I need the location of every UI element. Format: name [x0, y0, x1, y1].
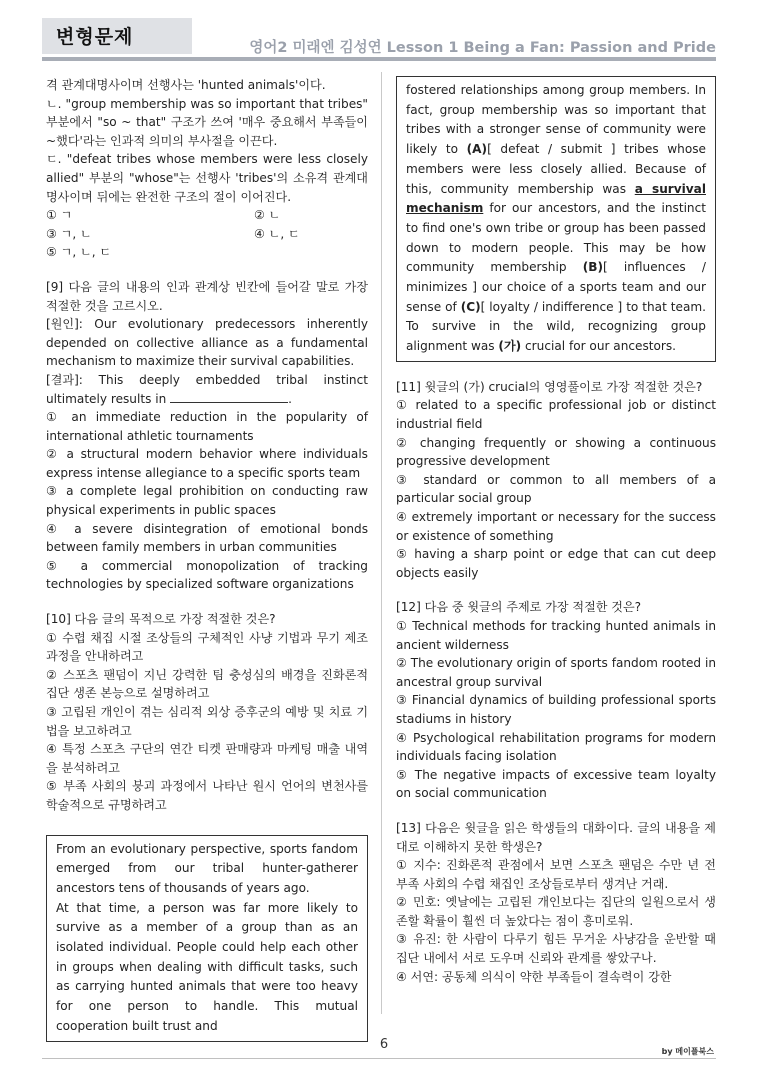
- q8-explanation-1: 격 관계대명사이며 선행사는 'hunted animals'이다.: [46, 78, 326, 92]
- passage-box-continued: [396, 76, 716, 362]
- q11-option-3[interactable]: ③ standard or common to all members of a particular social group: [396, 472, 716, 506]
- q10-option-2[interactable]: ② 스포츠 팬덤이 지닌 강력한 팀 충성심의 배경을 진화론적 집단 생존 본능으로 설명하려고: [46, 667, 368, 701]
- q12-stem: [12] 다음 중 윗글의 주제로 가장 적절한 것은?: [396, 600, 642, 615]
- footer-rule: [42, 1058, 716, 1059]
- marker-a: (A): [466, 142, 488, 157]
- passage-paragraph-1: From an evolutionary perspective, sports fandom emerged from our tribal hunter-gatherer ancestors tens of thousands of years ago.: [56, 841, 358, 895]
- q10-option-1[interactable]: ① 수렵 채집 시절 조상들의 구체적인 사냥 기법과 무기 제조 과정을 안내하려고: [46, 630, 368, 664]
- q9-effect-text: [결과]: This deeply embedded tribal instinct ultimately results in: [46, 372, 368, 406]
- question-10: [46, 610, 368, 815]
- question-12: [396, 598, 716, 803]
- header-rule: [42, 57, 716, 61]
- choice-b: [ influences / minimizes ]: [406, 260, 706, 295]
- q10-option-5[interactable]: ⑤ 부족 사회의 붕괴 과정에서 나타난 원시 언어의 변천사를 학술적으로 규명하려고: [46, 779, 368, 812]
- marker-ga: (가): [498, 339, 522, 354]
- q8-choice-1[interactable]: ① ㄱ: [46, 208, 73, 223]
- q12-option-4[interactable]: ④ Psychological rehabilitation programs for modern individuals facing isolation: [396, 730, 716, 764]
- passage-text-2: tribes whose members were less closely allied. Because of this, community membership was: [406, 142, 706, 196]
- q12-option-1[interactable]: ① Technical methods for tracking hunted animals in ancient wilderness: [396, 618, 716, 652]
- question-13: [396, 819, 716, 986]
- question-11: [396, 378, 716, 583]
- q8-choices: [46, 206, 368, 262]
- q11-option-2[interactable]: ② changing frequently or showing a continuous progressive development: [396, 435, 716, 469]
- q9-option-5[interactable]: ⑤ a commercial monopolization of tracking technologies by specialized software organizations: [46, 558, 368, 592]
- q9-option-1[interactable]: ① an immediate reduction in the popularity of international athletic tournaments: [46, 410, 368, 443]
- passage-text-4: our choice of a sports team and our sense of: [406, 280, 706, 314]
- page-number: 6: [379, 1037, 389, 1052]
- q8-choice-4[interactable]: ④ ㄴ, ㄷ: [254, 226, 300, 241]
- passage-text-5: to that team. To survive in the wild, recognizing group alignment was: [406, 299, 706, 354]
- page-header: [0, 0, 768, 62]
- q11-option-1[interactable]: ① related to a specific professional job or distinct industrial field: [396, 398, 716, 432]
- q11-option-5[interactable]: ⑤ having a sharp point or edge that can cut deep objects easily: [396, 547, 716, 580]
- underlined-phrase: a survival mechanism: [406, 181, 706, 216]
- q10-option-3[interactable]: ③ 고립된 개인이 겪는 심리적 외상 증후군의 예방 및 치료 기법을 보고하려고: [46, 705, 368, 738]
- q9-option-3[interactable]: ③ a complete legal prohibition on conducting raw physical experiments in public spaces: [46, 484, 368, 518]
- q10-option-4[interactable]: ④ 특정 스포츠 구단의 연간 티켓 판매량과 마케팅 매출 내역을 분석하려고: [46, 742, 368, 775]
- q8-choice-5[interactable]: ⑤ ㄱ, ㄴ, ㄷ: [46, 245, 112, 260]
- q11-stem: [11] 윗글의 (가) crucial의 영영풀이로 가장 적절한 것은?: [396, 379, 703, 394]
- q9-stem: [9] 다음 글의 내용의 인과 관계상 빈칸에 들어갈 말로 가장 적절한 것을 고르시오.: [46, 279, 368, 313]
- q12-option-2[interactable]: ② The evolutionary origin of sports fandom rooted in ancestral group survival: [396, 656, 716, 689]
- passage-paragraph-2: At that time, a person was far more likely to survive as a member of a group than as an isolated individual. People could help each other in groups when dealing with difficult tasks, such as carrying hunted animals that were too heavy for one person to handle. This mutual cooperation built trust and: [56, 900, 358, 1033]
- passage-text-1: fostered relationships among group members. In fact, group membership was so important that tribes with a stronger sense of community were likely to: [406, 83, 706, 157]
- q9-cause: [원인]: Our evolutionary predecessors inherently depended on collective alliance as a fundamental mechanism to maximize their survival capabilities.: [46, 317, 368, 369]
- q13-option-2[interactable]: ② 민호: 옛날에는 고립된 개인보다는 집단의 일원으로서 생존할 확률이 훨씬 더 높았다는 점이 흥미로워.: [396, 895, 716, 928]
- q10-stem: [10] 다음 글의 목적으로 가장 적절한 것은?: [46, 612, 276, 627]
- q9-effect: [결과]: This deeply embedded tribal instinct ultimately results in .: [46, 372, 368, 406]
- marker-c: (C): [460, 299, 481, 314]
- right-column: [396, 76, 716, 986]
- q8-explanation-2: ㄴ. "group membership was so important that tribes" 부분에서 "so ~ that" 구조가 쓰여 '매우 중요해서 부족들이 ~했다'라는 인과적 의미의 부사절을 이끈다.: [46, 96, 368, 148]
- q8-choice-2[interactable]: ② ㄴ: [254, 208, 281, 223]
- left-column: [46, 76, 368, 1042]
- passage-text-3: for our ancestors, and the instinct to find one's own tribe or group has been passed down to modern people. This may be how community membership: [406, 201, 706, 275]
- q12-option-5[interactable]: ⑤ The negative impacts of excessive team loyalty on social communication: [396, 767, 716, 801]
- q12-option-3[interactable]: ③ Financial dynamics of building professional sports stadiums in history: [396, 693, 716, 726]
- column-divider: [381, 72, 382, 1014]
- q13-option-1[interactable]: ① 지수: 진화론적 관점에서 보면 스포츠 팬덤은 수만 년 전 부족 사회의 수렵 채집인 조상들로부터 생겨난 거래.: [396, 858, 716, 891]
- choice-a: [ defeat / submit ]: [487, 142, 616, 157]
- passage-text-6: crucial for our ancestors.: [525, 339, 677, 354]
- question-9: [46, 278, 368, 594]
- q8-explanation-3: ㄷ. "defeat tribes whose members were less closely allied" 부분의 "whose"는 선행사 'tribes'의 소유격 관계대명사이며 뒤에는 완전한 구조의 절이 이어진다.: [46, 152, 368, 204]
- q13-option-4[interactable]: ④ 서연: 공동체 의식이 약한 부족들이 결속력이 강한: [396, 969, 672, 984]
- header-title: 영어2 미래엔 김성연 Lesson 1 Being a Fan: Passion and Pride: [249, 40, 716, 56]
- marker-b: (B): [582, 260, 603, 275]
- q13-option-3[interactable]: ③ 유진: 한 사람이 다루기 힘든 무거운 사냥감을 운반할 때 집단 내에서 서로 도우며 신뢰와 관계를 쌓았구나.: [396, 932, 716, 966]
- q9-option-4[interactable]: ④ a severe disintegration of emotional bonds between family members in urban communities: [46, 521, 368, 555]
- choice-c: [ loyalty / indifference ]: [480, 299, 623, 314]
- q8-choice-3[interactable]: ③ ㄱ, ㄴ: [46, 226, 92, 241]
- q9-blank: [170, 391, 288, 403]
- q11-option-4[interactable]: ④ extremely important or necessary for the success or existence of something: [396, 510, 716, 543]
- passage-box-start: [46, 835, 368, 1042]
- publisher-credit: by 메이플북스: [661, 1047, 714, 1056]
- header-tab-label: 변형문제: [56, 26, 134, 48]
- q9-option-2[interactable]: ② a structural modern behavior where individuals express intense allegiance to a specific sports team: [46, 447, 368, 480]
- q13-stem: [13] 다음은 윗글을 읽은 학생들의 대화이다. 글의 내용을 제대로 이해하지 못한 학생은?: [396, 820, 716, 854]
